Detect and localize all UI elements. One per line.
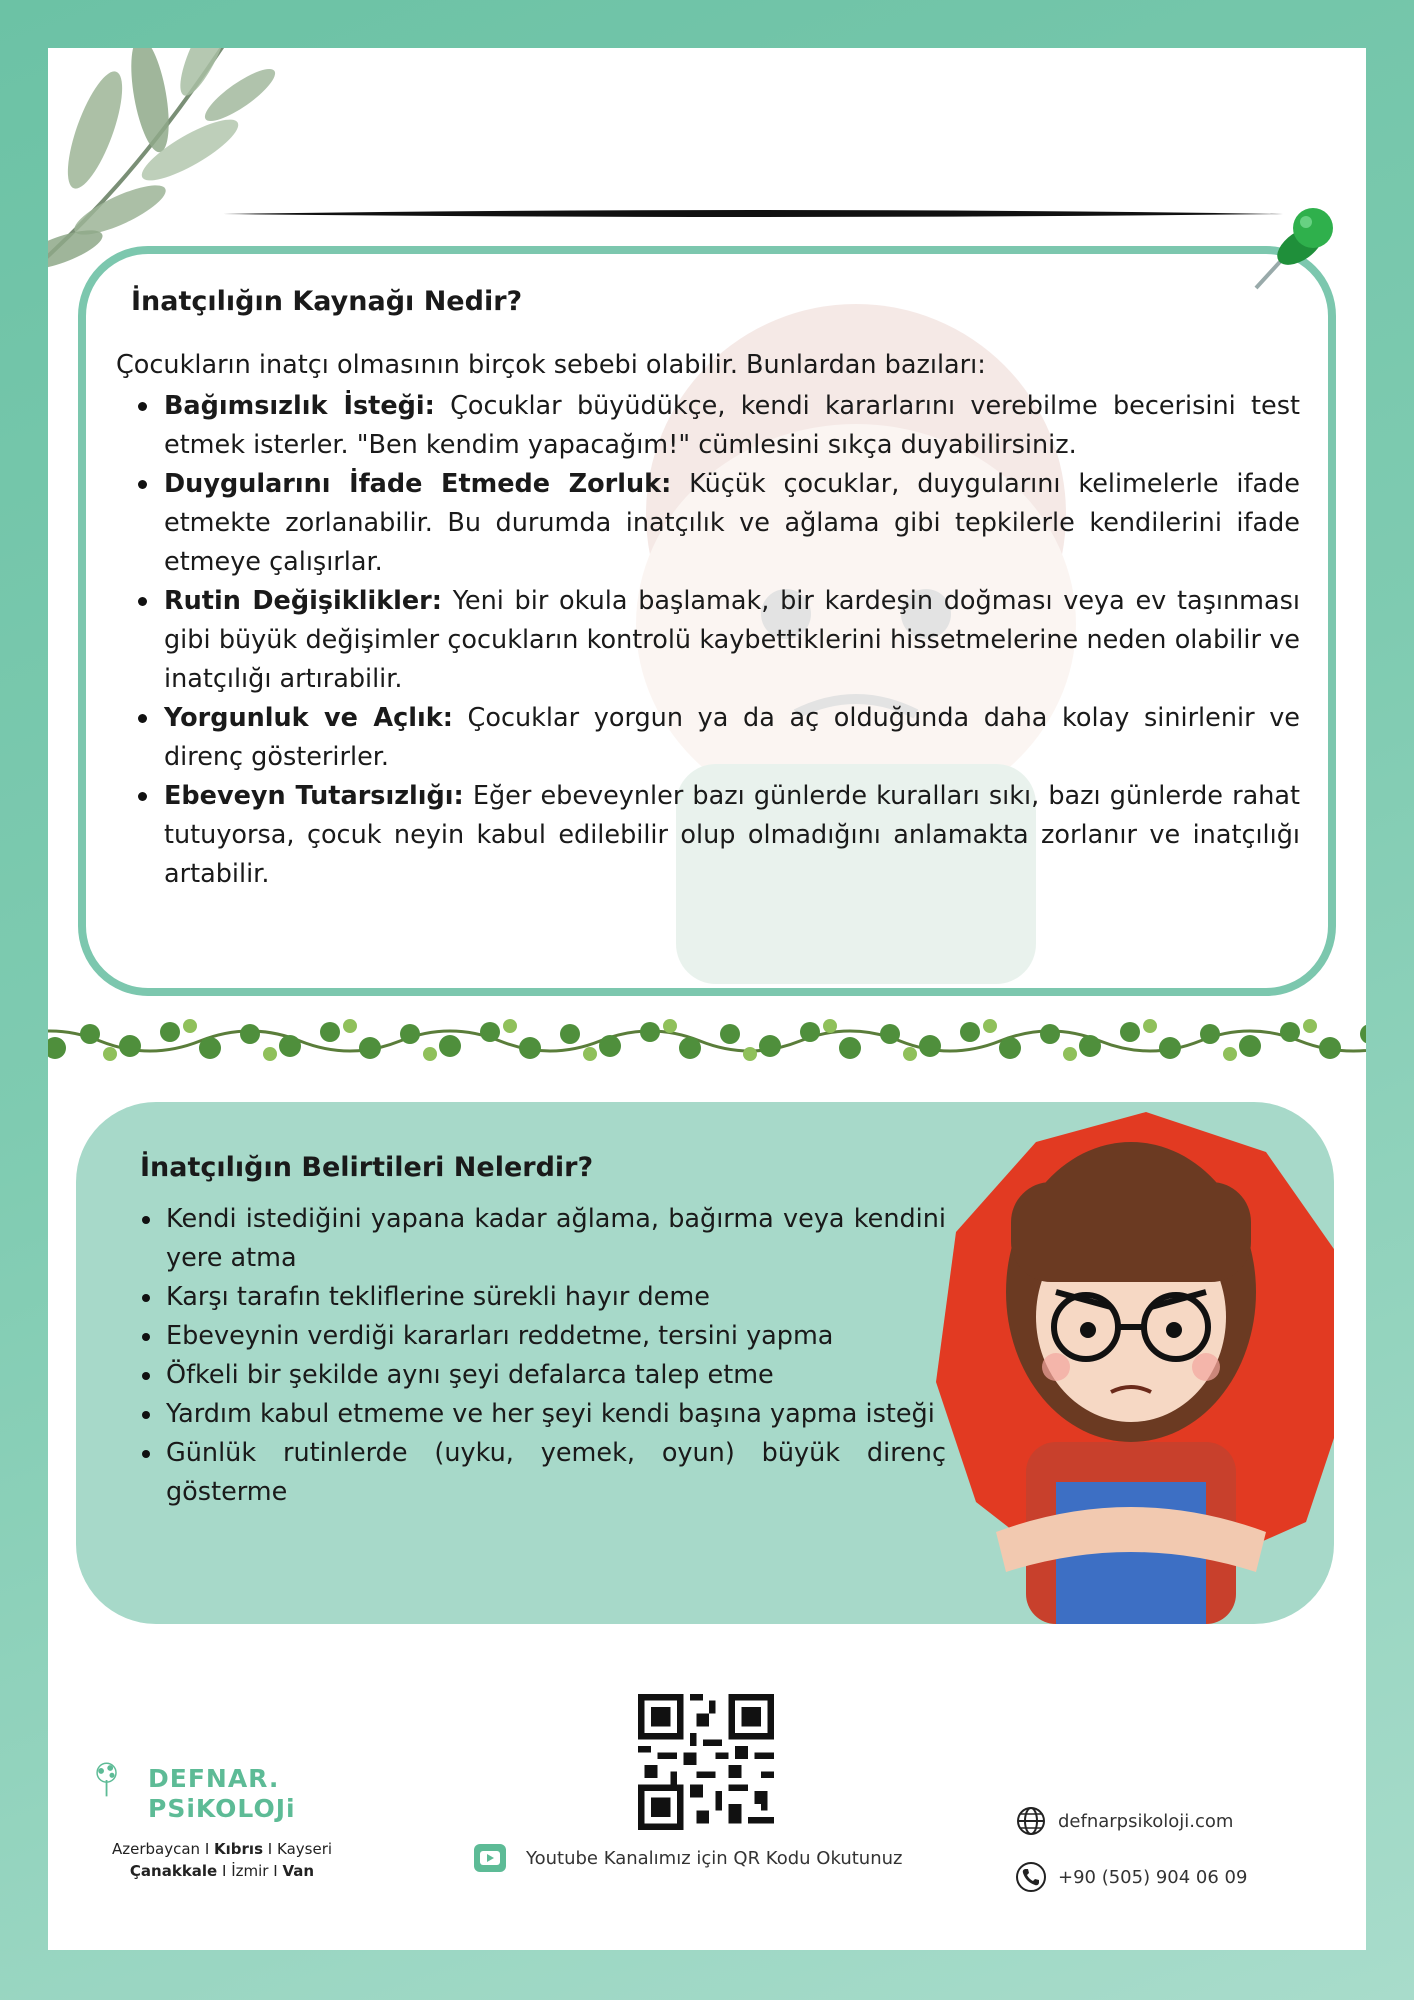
list-item-text: Küçük çocuklar, duygularını kelimelerle ifade etmekte zorlanabilir. Bu durumda inatçılık ve ağlama gibi tepkilerle kendilerini ifade etmeye çalışırlar. [164, 469, 1300, 577]
list-item: Kendi istediğini yapana kadar ağlama, bağırma veya kendini yere atma [166, 1200, 946, 1278]
phone-icon [1014, 1860, 1048, 1894]
decorative-divider [223, 208, 1283, 220]
list-item [164, 777, 1300, 894]
list-item-term: Ebeveyn Tutarsızlığı: [164, 781, 464, 811]
causes-intro: Çocukların inatçı olmasının birçok sebebi olabilir. Bunlardan bazıları: [116, 350, 986, 380]
causes-list [116, 387, 1300, 894]
location-izmir: İzmir [231, 1862, 269, 1880]
youtube-row [474, 1844, 902, 1872]
angry-girl-illustration [916, 1102, 1334, 1624]
phone-text[interactable]: +90 (505) 904 06 09 [1058, 1866, 1248, 1888]
ivy-garland-divider [48, 1006, 1366, 1076]
separator: I [222, 1862, 227, 1880]
location-azerbaycan: Azerbaycan [111, 1840, 201, 1858]
symptoms-card [76, 1102, 1334, 1624]
logo-line1: DEFNAR. [148, 1764, 280, 1793]
symptoms-list [166, 1200, 946, 1512]
location-kibris: Kıbrıs [214, 1840, 264, 1858]
list-item-term: Bağımsızlık İsteği: [164, 391, 435, 421]
logo-line2: PSiKOLOJi [148, 1794, 296, 1823]
qr-code-icon[interactable] [638, 1694, 774, 1830]
list-item-term: Yorgunluk ve Açlık: [164, 703, 453, 733]
list-item-term: Rutin Değişiklikler: [164, 586, 442, 616]
list-item [164, 465, 1300, 582]
causes-title: İnatçılığın Kaynağı Nedir? [131, 286, 523, 317]
list-item: Yardım kabul etmeme ve her şeyi kendi başına yapma isteği [166, 1395, 946, 1434]
list-item [164, 387, 1300, 465]
list-item-text: Eğer ebeveynler bazı günlerde kuralları sıkı, bazı günlerde rahat tutuyorsa, çocuk neyin kabul edilebilir olup olmadığını anlamakta zorlanır ve inatçılığı artabilir. [164, 781, 1300, 889]
separator: I [204, 1840, 210, 1858]
locations [92, 1838, 352, 1882]
list-item: Ebeveynin verdiği kararları reddetme, tersini yapma [166, 1317, 946, 1356]
phone-contact[interactable] [1014, 1860, 1247, 1894]
list-item-text: Çocuklar büyüdükçe, kendi kararlarını verebilme becerisini test etmek isterler. "Ben kendim yapacağım!" cümlesini sıkça duyabilirsiniz. [164, 391, 1300, 460]
website-contact[interactable] [1014, 1804, 1233, 1838]
logo-wordmark [148, 1764, 296, 1824]
list-item: Günlük rutinlerde (uyku, yemek, oyun) büyük direnç gösterme [166, 1434, 946, 1512]
push-pin-icon [1238, 198, 1348, 308]
separator: I [273, 1862, 278, 1880]
causes-card [78, 246, 1336, 996]
location-canakkale: Çanakkale [129, 1862, 218, 1880]
youtube-icon[interactable] [474, 1844, 506, 1872]
youtube-caption: Youtube Kanalımız için QR Kodu Okutunuz [526, 1847, 903, 1869]
list-item-text: Yeni bir okula başlamak, bir kardeşin doğması veya ev taşınması gibi büyük değişimler çocukların kontrolü kaybettiklerini hissetmelerine neden olabilir ve inatçılığı artırabilir. [164, 586, 1300, 694]
website-text[interactable]: defnarpsikoloji.com [1058, 1810, 1234, 1832]
list-item: Karşı tarafın tekliflerine sürekli hayır deme [166, 1278, 946, 1317]
separator: I [267, 1840, 273, 1858]
locations-line2 [92, 1860, 352, 1882]
list-item [164, 699, 1300, 777]
list-item-term: Duygularını İfade Etmede Zorluk: [164, 469, 672, 499]
locations-line1 [92, 1838, 352, 1860]
symptoms-title: İnatçılığın Belirtileri Nelerdir? [140, 1152, 594, 1183]
list-item [164, 582, 1300, 699]
location-van: Van [282, 1862, 315, 1880]
location-kayseri: Kayseri [277, 1840, 333, 1858]
flyer-page [48, 48, 1366, 1950]
globe-icon [1014, 1804, 1048, 1838]
list-item: Öfkeli bir şekilde aynı şeyi defalarca talep etme [166, 1356, 946, 1395]
list-item-text: Çocuklar yorgun ya da aç olduğunda daha kolay sinirlenir ve direnç gösterirler. [164, 703, 1300, 772]
